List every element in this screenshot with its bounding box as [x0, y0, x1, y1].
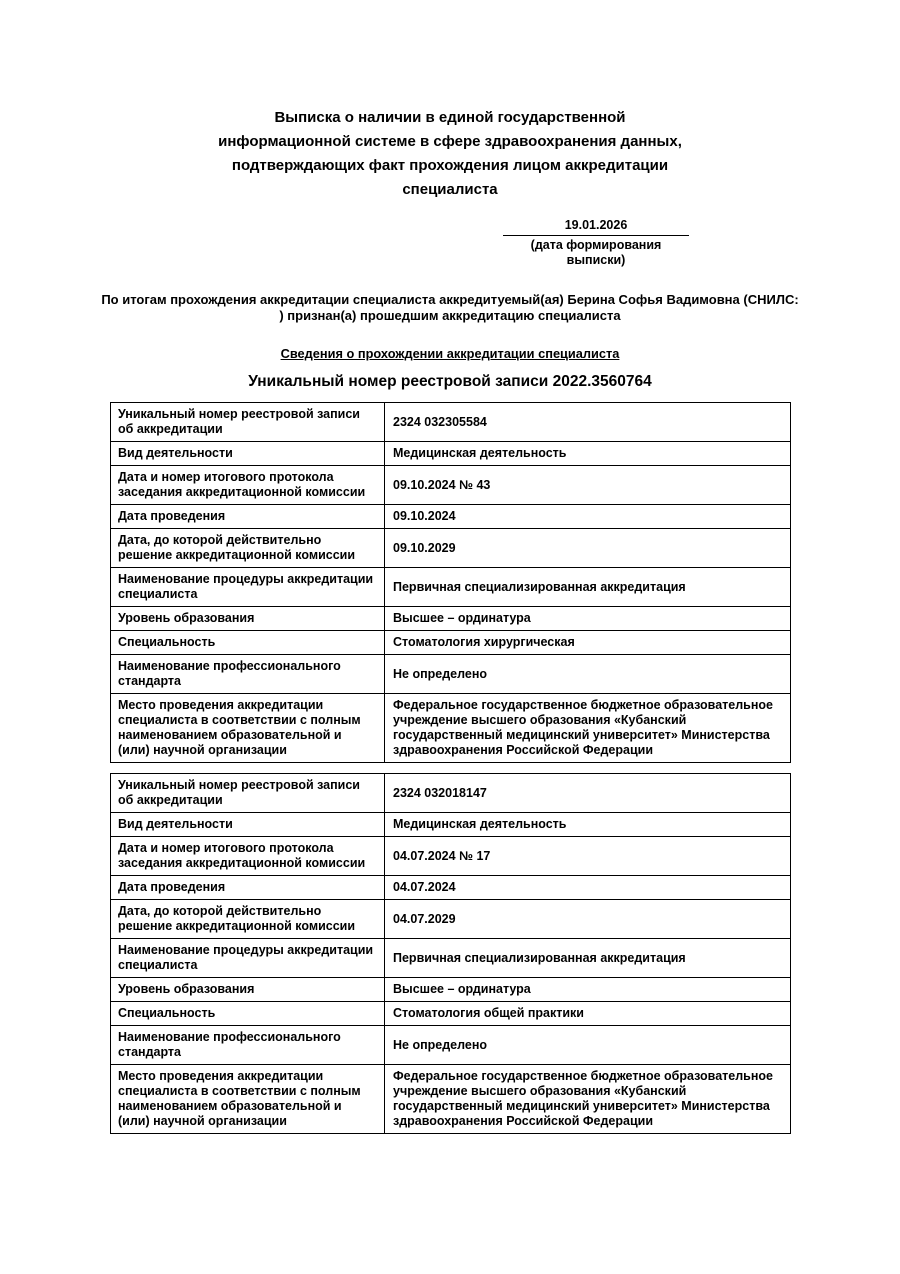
row-value: Федеральное государственное бюджетное образовательное учреждение высшего образования «Кубанский государственный медицинский университет» Министерства здравоохранения Российской Федерации: [385, 1065, 791, 1134]
row-value: Медицинская деятельность: [385, 442, 791, 466]
extract-date-block: [503, 218, 689, 268]
table-row: [111, 568, 791, 607]
intro-line-2: ) признан(а) прошедшим аккредитацию специалиста: [279, 308, 621, 323]
table-row: [111, 505, 791, 529]
row-label: Дата проведения: [111, 876, 385, 900]
row-value: 04.07.2024 № 17: [385, 837, 791, 876]
row-value: 09.10.2029: [385, 529, 791, 568]
row-value: Первичная специализированная аккредитация: [385, 939, 791, 978]
row-value: Федеральное государственное бюджетное образовательное учреждение высшего образования «Кубанский государственный медицинский университет» Министерства здравоохранения Российской Федерации: [385, 694, 791, 763]
row-label: Наименование процедуры аккредитации специалиста: [111, 939, 385, 978]
row-value: Высшее – ординатура: [385, 607, 791, 631]
table-row: [111, 813, 791, 837]
row-label: Место проведения аккредитации специалиста в соответствии с полным наименованием образовательной и (или) научной организации: [111, 694, 385, 763]
row-value: 04.07.2024: [385, 876, 791, 900]
extract-date: 19.01.2026: [503, 218, 689, 236]
table-row: [111, 694, 791, 763]
table-row: [111, 529, 791, 568]
row-label: Специальность: [111, 631, 385, 655]
section-heading: Сведения о прохождении аккредитации специалиста: [280, 346, 620, 361]
row-label: Дата проведения: [111, 505, 385, 529]
accreditation-table-1: [110, 402, 791, 763]
row-value: Не определено: [385, 1026, 791, 1065]
row-value: 2324 032305584: [385, 403, 791, 442]
table-row: [111, 403, 791, 442]
table-row: [111, 1065, 791, 1134]
row-label: Наименование процедуры аккредитации специалиста: [111, 568, 385, 607]
table-row: [111, 1026, 791, 1065]
row-label: Наименование профессионального стандарта: [111, 1026, 385, 1065]
row-value: Стоматология хирургическая: [385, 631, 791, 655]
row-label: Уникальный номер реестровой записи об аккредитации: [111, 774, 385, 813]
table-row: [111, 978, 791, 1002]
row-label: Уникальный номер реестровой записи об аккредитации: [111, 403, 385, 442]
row-label: Вид деятельности: [111, 442, 385, 466]
accreditation-table-2: [110, 773, 791, 1134]
table-row: [111, 837, 791, 876]
row-label: Дата, до которой действительно решение аккредитационной комиссии: [111, 900, 385, 939]
table-row: [111, 655, 791, 694]
registry-number-heading: Уникальный номер реестровой записи 2022.3560764: [248, 373, 652, 390]
row-label: Дата, до которой действительно решение аккредитационной комиссии: [111, 529, 385, 568]
row-value: Стоматология общей практики: [385, 1002, 791, 1026]
extract-date-caption: (дата формирования выписки): [530, 238, 662, 267]
intro-paragraph: [60, 292, 840, 324]
table-row: [111, 900, 791, 939]
row-label: Уровень образования: [111, 978, 385, 1002]
row-value: 2324 032018147: [385, 774, 791, 813]
row-label: Вид деятельности: [111, 813, 385, 837]
row-value: Высшее – ординатура: [385, 978, 791, 1002]
table-row: [111, 876, 791, 900]
document-title: Выписка о наличии в единой государственной информационной системе в сфере здравоохранения данных, подтверждающих факт прохождения лицом аккредитации специалиста: [218, 109, 682, 198]
row-label: Наименование профессионального стандарта: [111, 655, 385, 694]
row-label: Уровень образования: [111, 607, 385, 631]
row-value: 09.10.2024: [385, 505, 791, 529]
row-label: Место проведения аккредитации специалиста в соответствии с полным наименованием образовательной и (или) научной организации: [111, 1065, 385, 1134]
row-label: Дата и номер итогового протокола заседания аккредитационной комиссии: [111, 466, 385, 505]
table-row: [111, 466, 791, 505]
row-label: Специальность: [111, 1002, 385, 1026]
row-label: Дата и номер итогового протокола заседания аккредитационной комиссии: [111, 837, 385, 876]
row-value: Медицинская деятельность: [385, 813, 791, 837]
row-value: Первичная специализированная аккредитация: [385, 568, 791, 607]
row-value: 09.10.2024 № 43: [385, 466, 791, 505]
table-row: [111, 607, 791, 631]
table-row: [111, 442, 791, 466]
table-row: [111, 939, 791, 978]
table-row: [111, 1002, 791, 1026]
row-value: Не определено: [385, 655, 791, 694]
row-value: 04.07.2029: [385, 900, 791, 939]
intro-line-1: По итогам прохождения аккредитации специалиста аккредитуемый(ая) Берина Софья Вадимовна (СНИЛС:: [101, 292, 799, 307]
table-row: [111, 631, 791, 655]
table-row: [111, 774, 791, 813]
